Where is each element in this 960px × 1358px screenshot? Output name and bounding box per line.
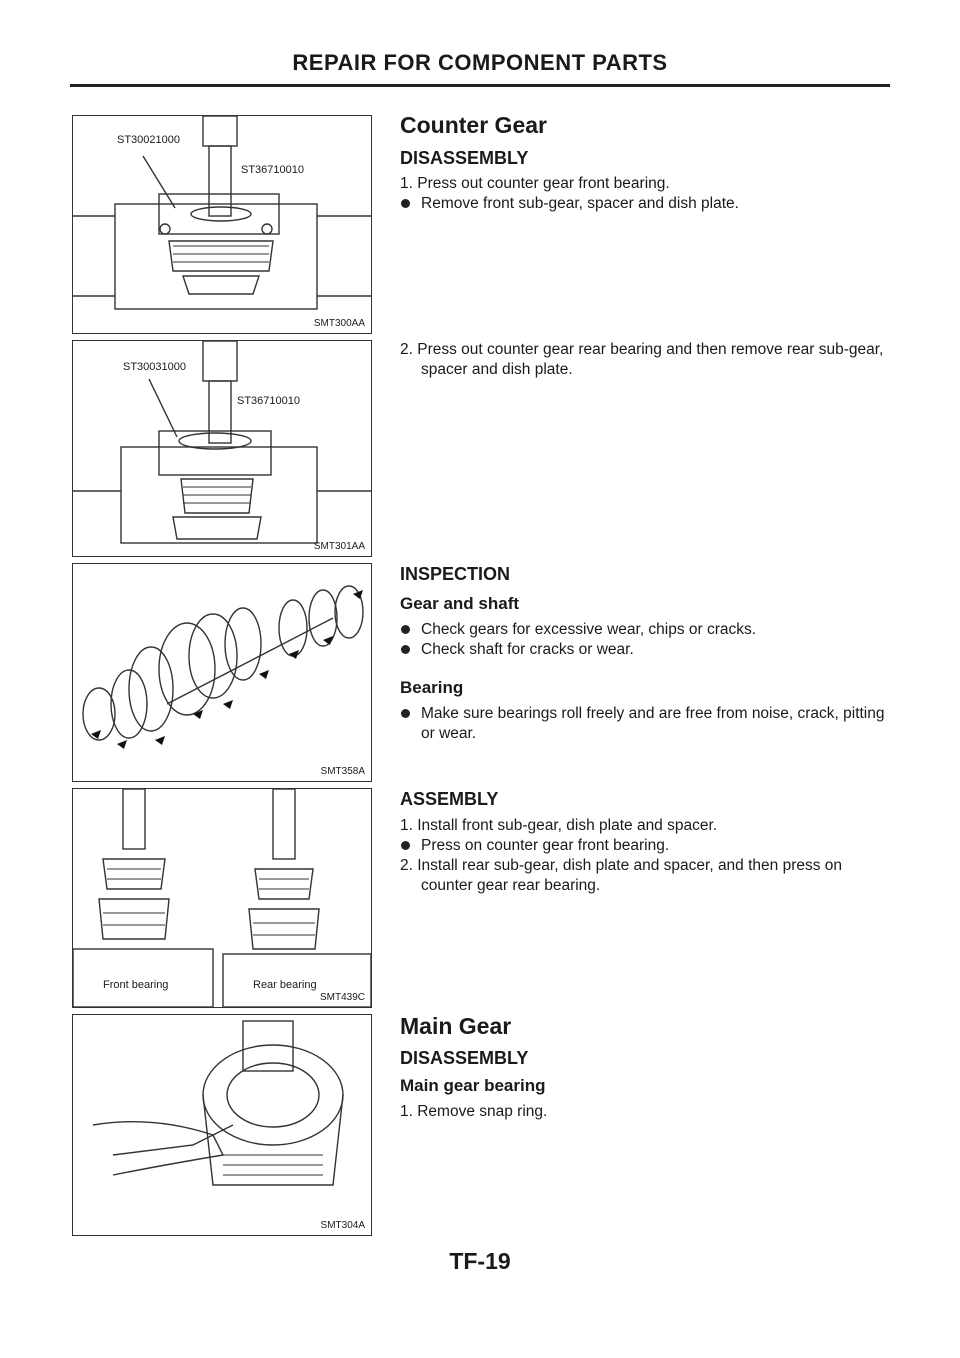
figure-smt358a <box>72 563 372 782</box>
bullet-icon <box>401 199 410 208</box>
figure-smt301aa <box>72 340 372 557</box>
figure-smt300aa <box>72 115 372 334</box>
bullet-item <box>400 836 890 856</box>
figure-code: SMT358A <box>320 766 365 777</box>
subsection-title: Bearing <box>400 678 464 697</box>
subsection-title: DISASSEMBLY <box>400 1048 529 1068</box>
tool-label: ST36710010 <box>241 164 304 176</box>
tool-label: ST30031000 <box>123 361 186 373</box>
figure-code: SMT439C <box>319 992 365 1003</box>
step-text: 2. Install rear sub-gear, dish plate and spacer, and then press on counter gear rear bearing. <box>400 857 843 894</box>
section-title: Counter Gear <box>400 112 547 138</box>
counter-step-2 <box>400 340 890 380</box>
counter-disassembly <box>400 148 890 169</box>
subsection-title: Main gear bearing <box>400 1076 546 1095</box>
header-rule <box>70 84 890 87</box>
bullet-text: Check shaft for cracks or wear. <box>421 641 634 658</box>
counter-step-1 <box>400 174 890 214</box>
bullet-icon <box>401 625 410 634</box>
exploded-gears-illustration <box>73 564 371 781</box>
bullet-item <box>400 620 890 640</box>
front-bearing-label: Front bearing <box>103 979 169 991</box>
bullet-item <box>400 194 890 214</box>
page-header: REPAIR FOR COMPONENT PARTS <box>292 50 668 75</box>
gear-shaft-block <box>400 594 890 660</box>
subsection-title: DISASSEMBLY <box>400 148 529 168</box>
inspection-section <box>400 564 890 585</box>
counter-gear-section <box>400 112 890 139</box>
bullet-icon <box>401 709 410 718</box>
figure-smt304a <box>72 1014 372 1236</box>
bullet-text: Remove front sub-gear, spacer and dish plate. <box>421 195 739 212</box>
figure-code: SMT304A <box>320 1220 365 1231</box>
bullet-text: Press on counter gear front bearing. <box>421 837 670 854</box>
press-illustration <box>73 116 371 333</box>
step-text: 1. Remove snap ring. <box>400 1103 548 1120</box>
step-text: 1. Install front sub-gear, dish plate and spacer. <box>400 817 718 834</box>
bullet-text: Make sure bearings roll freely and are free from noise, crack, pitting or wear. <box>421 705 885 742</box>
tool-label: ST36710010 <box>237 395 300 407</box>
bearing-press-illustration <box>73 789 371 1007</box>
tool-label: ST30021000 <box>117 134 180 146</box>
section-title: Main Gear <box>400 1013 512 1039</box>
main-gear-section <box>400 1013 890 1040</box>
main-gear-bearing <box>400 1076 890 1122</box>
bullet-text: Check gears for excessive wear, chips or cracks. <box>421 621 757 638</box>
step-text: 2. Press out counter gear rear bearing and then remove rear sub-gear, spacer and dish plate. <box>400 341 884 378</box>
bullet-icon <box>401 645 410 654</box>
bullet-icon <box>401 841 410 850</box>
subsection-title: ASSEMBLY <box>400 789 499 809</box>
figure-code: SMT300AA <box>313 318 365 329</box>
figure-smt439c <box>72 788 372 1008</box>
assembly-section <box>400 789 890 896</box>
snap-ring-removal-illustration <box>73 1015 371 1235</box>
rear-bearing-label: Rear bearing <box>253 979 317 991</box>
bullet-item <box>400 704 890 744</box>
bearing-block <box>400 678 890 744</box>
page-number: TF-19 <box>449 1248 511 1274</box>
main-disassembly <box>400 1048 890 1069</box>
bullet-item <box>400 640 890 660</box>
subsection-title: Gear and shaft <box>400 594 520 613</box>
press-illustration <box>73 341 371 556</box>
figure-code: SMT301AA <box>313 541 365 552</box>
step-text: 1. Press out counter gear front bearing. <box>400 175 670 192</box>
subsection-title: INSPECTION <box>400 564 511 584</box>
